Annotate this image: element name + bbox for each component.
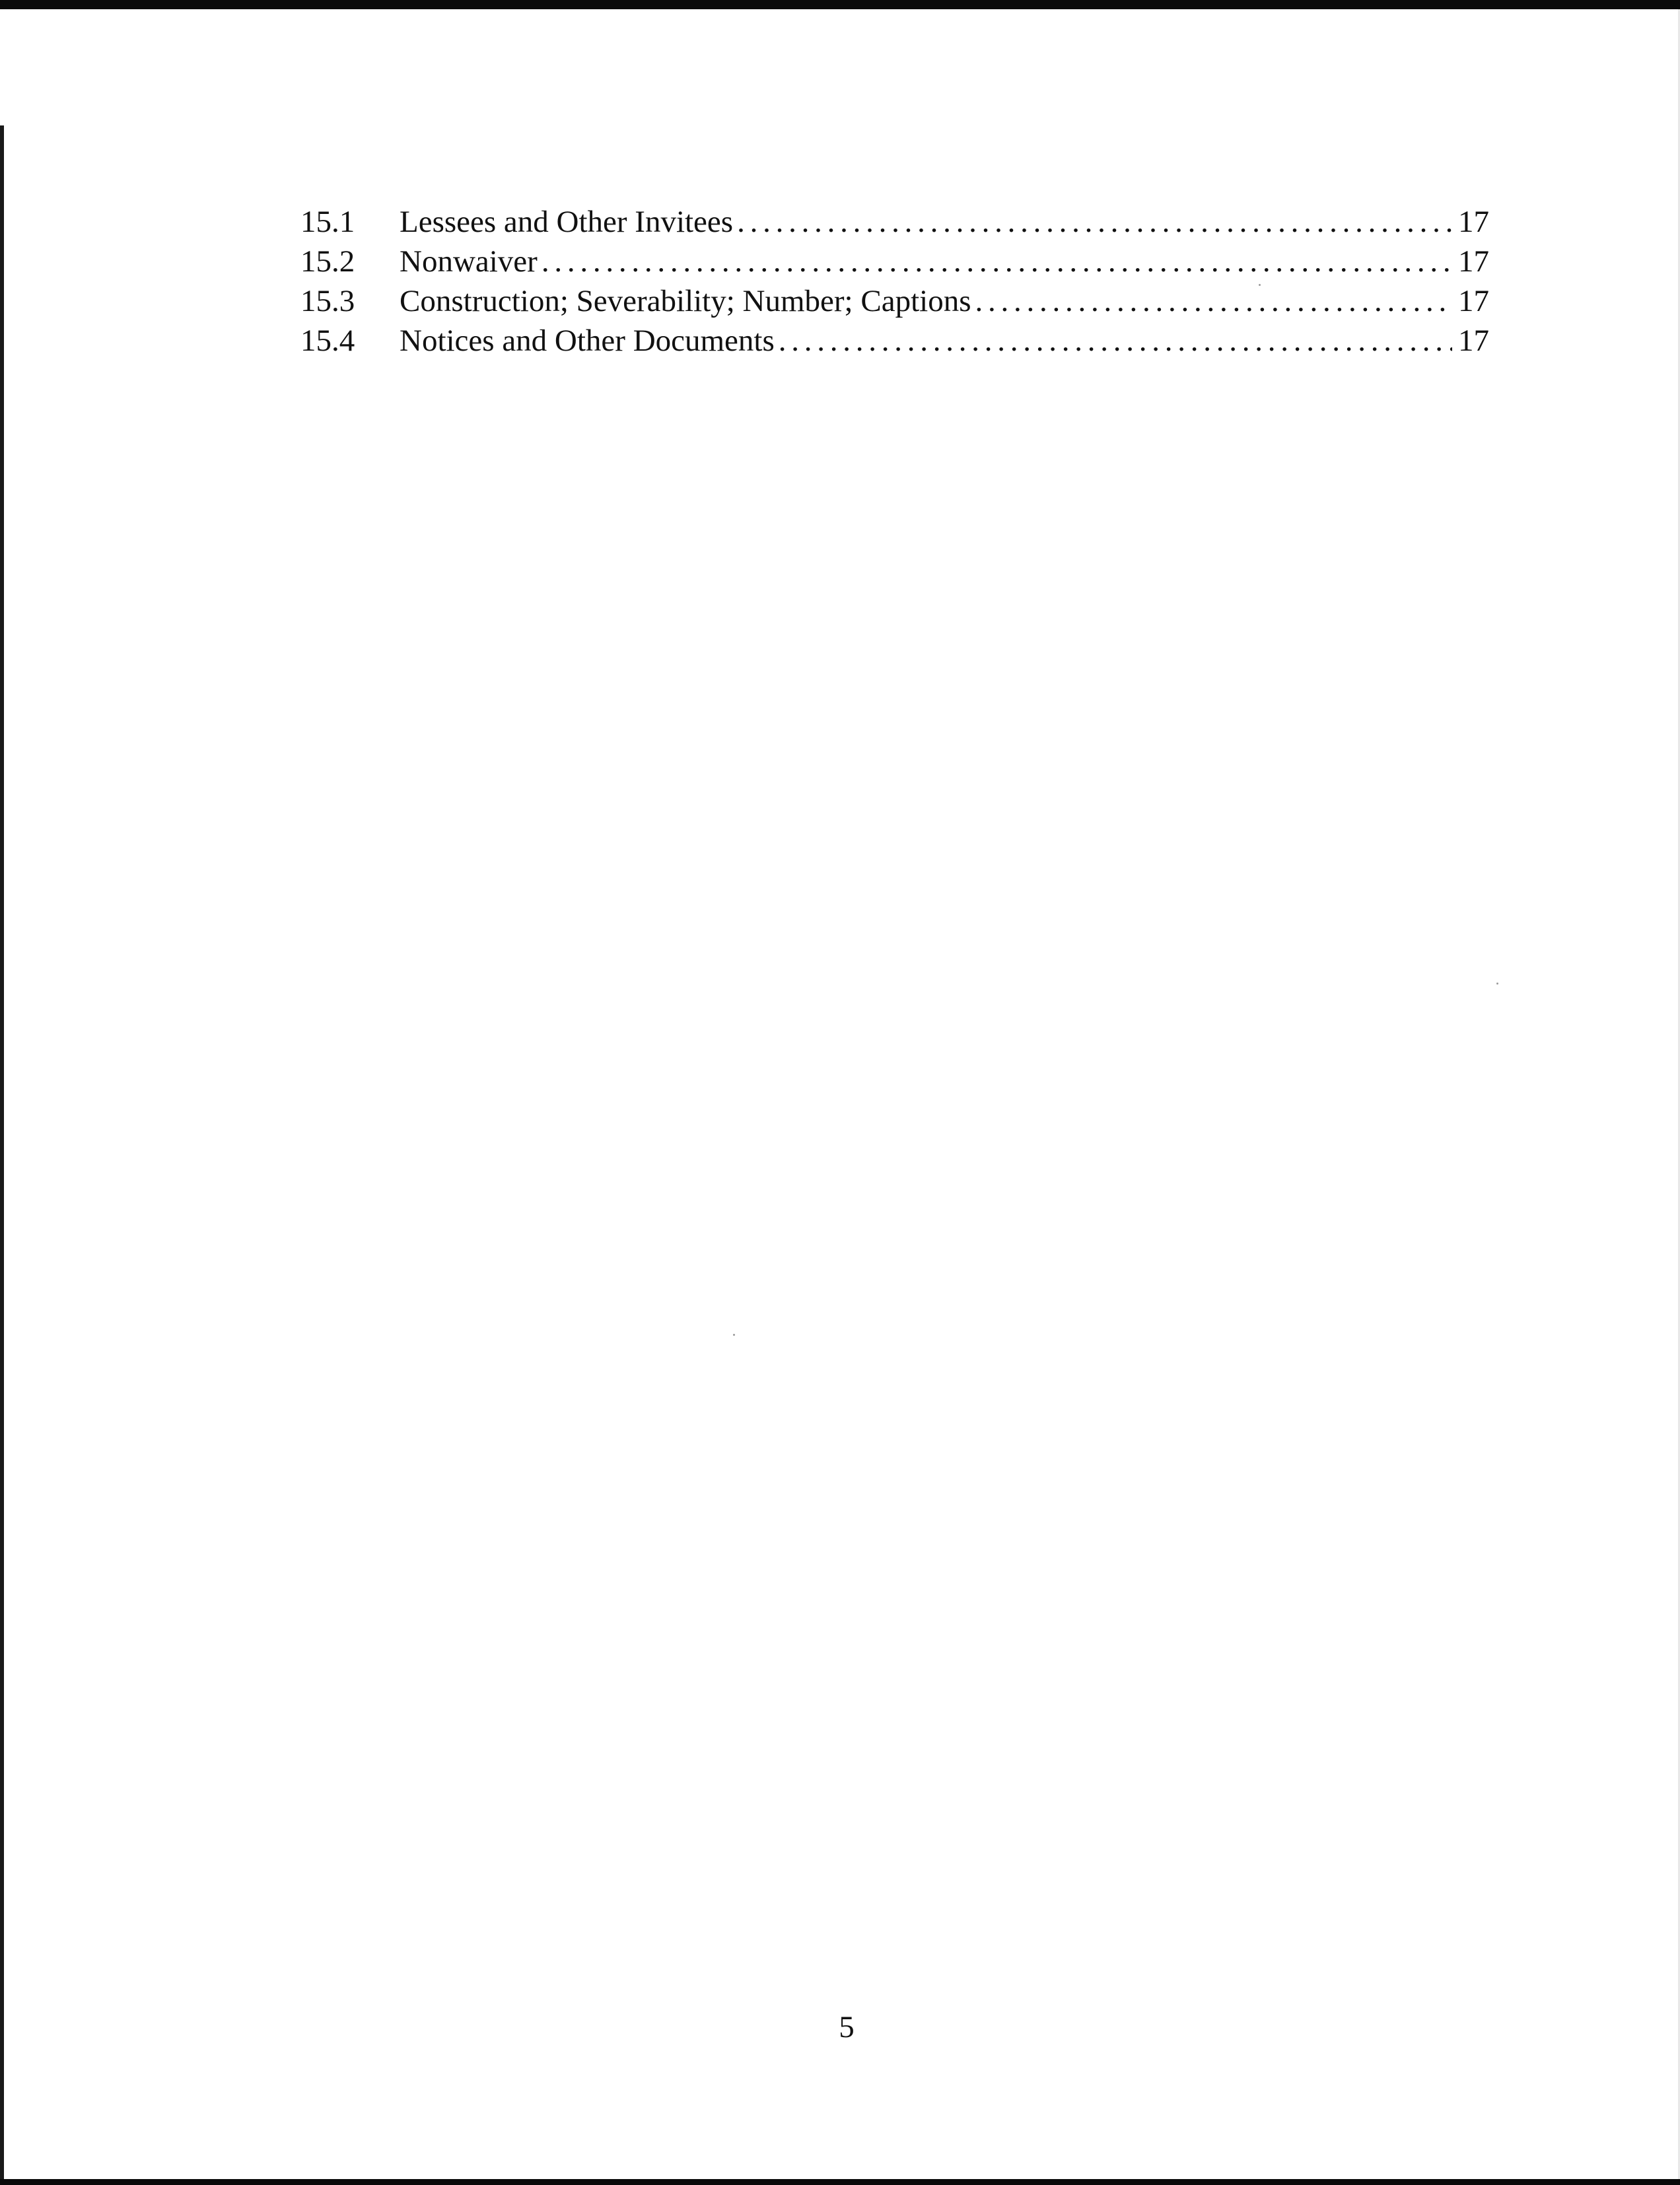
toc-entry-number: 15.1	[300, 205, 355, 239]
scan-edge-bottom	[0, 2179, 1680, 2185]
scan-speck	[1259, 284, 1261, 286]
toc-entry-page: 17	[1458, 324, 1489, 358]
scan-edge-top	[0, 0, 1680, 9]
toc-entry-title: Nonwaiver	[400, 244, 538, 279]
toc-entry	[300, 281, 1489, 321]
table-of-contents	[300, 202, 1489, 361]
toc-entry-title: Notices and Other Documents	[400, 324, 775, 358]
toc-entry-title: Construction; Severability; Number; Captions	[400, 284, 971, 318]
scan-speck	[733, 1334, 735, 1336]
toc-entry-page: 17	[1458, 284, 1489, 318]
toc-entry-number: 15.2	[300, 244, 355, 279]
toc-entry	[300, 202, 1489, 242]
toc-entry-page: 17	[1458, 244, 1489, 279]
toc-entry	[300, 242, 1489, 281]
scan-speck	[1496, 983, 1498, 985]
toc-dot-leader	[779, 321, 1452, 361]
toc-entry	[300, 321, 1489, 361]
toc-dot-leader	[542, 242, 1452, 281]
toc-entry-number: 15.3	[300, 284, 355, 318]
toc-dot-leader	[975, 281, 1452, 321]
toc-entry-page: 17	[1458, 205, 1489, 239]
page-number: 5	[839, 2010, 855, 2044]
toc-dot-leader	[737, 202, 1452, 242]
toc-entry-title: Lessees and Other Invitees	[400, 205, 734, 239]
toc-entry-number: 15.4	[300, 324, 355, 358]
scan-edge-left	[0, 125, 4, 2185]
